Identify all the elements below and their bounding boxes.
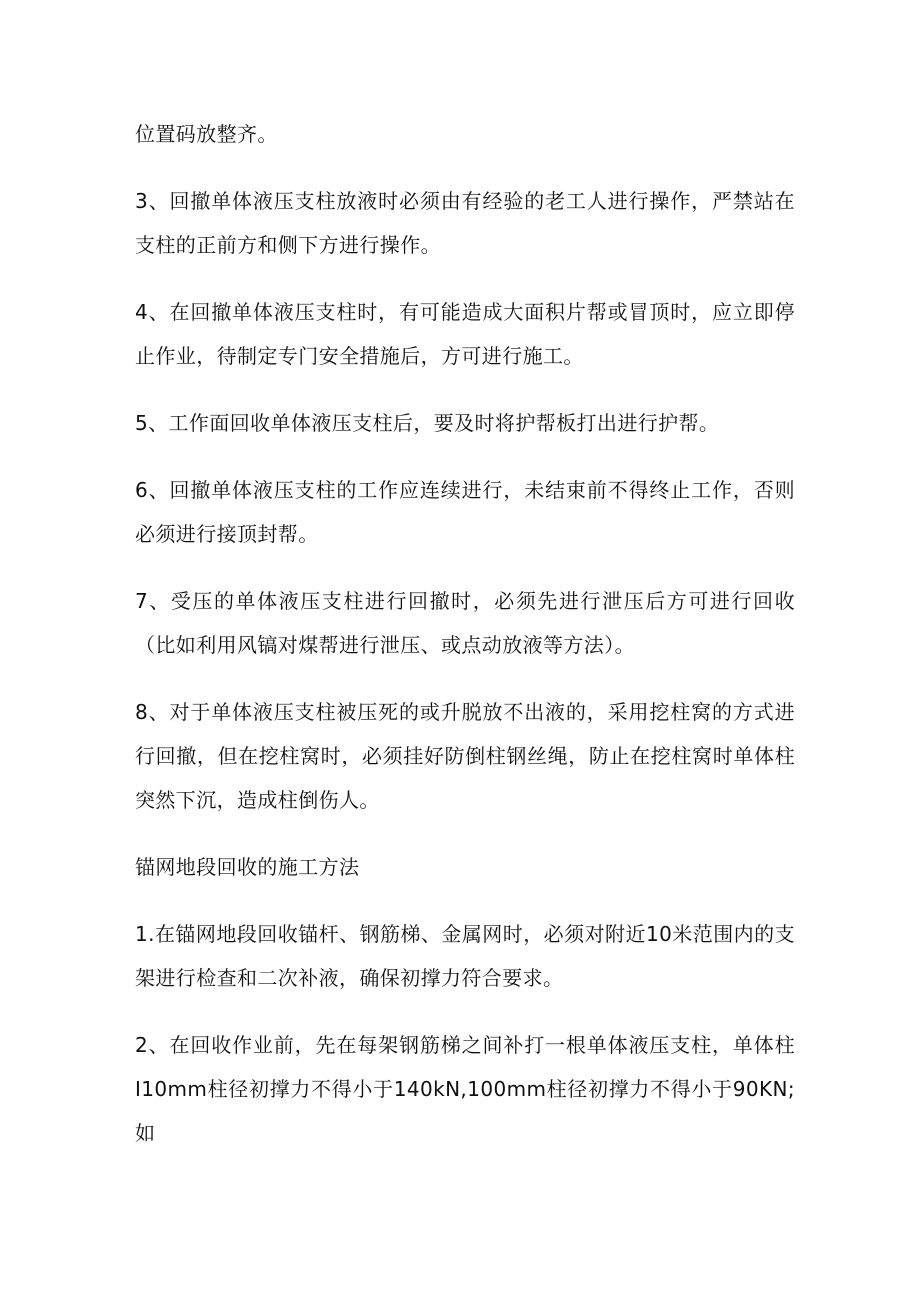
paragraph-item-3: 3、回撤单体液压支柱放液时必须由有经验的老工人进行操作，严禁站在支柱的正前方和侧下方进行操作。 (135, 189, 795, 257)
paragraph-item-7: 7、受压的单体液压支柱进行回撤时，必须先进行泄压后方可进行回收（比如利用风镐对煤帮进行泄压、或点动放液等方法）。 (135, 589, 795, 657)
document-body (135, 112, 795, 1178)
paragraph-item-4: 4、在回撤单体液压支柱时，有可能造成大面积片帮或冒顶时，应立即停止作业，待制定专门安全措施后，方可进行施工。 (135, 300, 795, 368)
paragraph-section-item-1: 1.在锚网地段回收锚杆、钢筋梯、金属网时，必须对附近10米范围内的支架进行检查和二次补液，确保初撑力符合要求。 (135, 922, 795, 990)
paragraph-continuation: 位置码放整齐。 (135, 122, 278, 146)
section-heading: 锚网地段回收的施工方法 (135, 855, 360, 879)
paragraph-section-item-2: 2、在回收作业前，先在每架钢筋梯之间补打一根单体液压支柱，单体柱I10mm柱径初撑力不得小于140kN,100mm柱径初撑力不得小于90KN;如 (135, 1033, 795, 1145)
paragraph-item-8: 8、对于单体液压支柱被压死的或升脱放不出液的，采用挖柱窝的方式进行回撤，但在挖柱窝时，必须挂好防倒柱钢丝绳，防止在挖柱窝时单体柱突然下沉，造成柱倒伤人。 (135, 700, 795, 812)
paragraph-item-5: 5、工作面回收单体液压支柱后，要及时将护帮板打出进行护帮。 (135, 411, 720, 435)
paragraph-item-6: 6、回撤单体液压支柱的工作应连续进行，未结束前不得终止工作，否则必须进行接顶封帮。 (135, 478, 795, 546)
